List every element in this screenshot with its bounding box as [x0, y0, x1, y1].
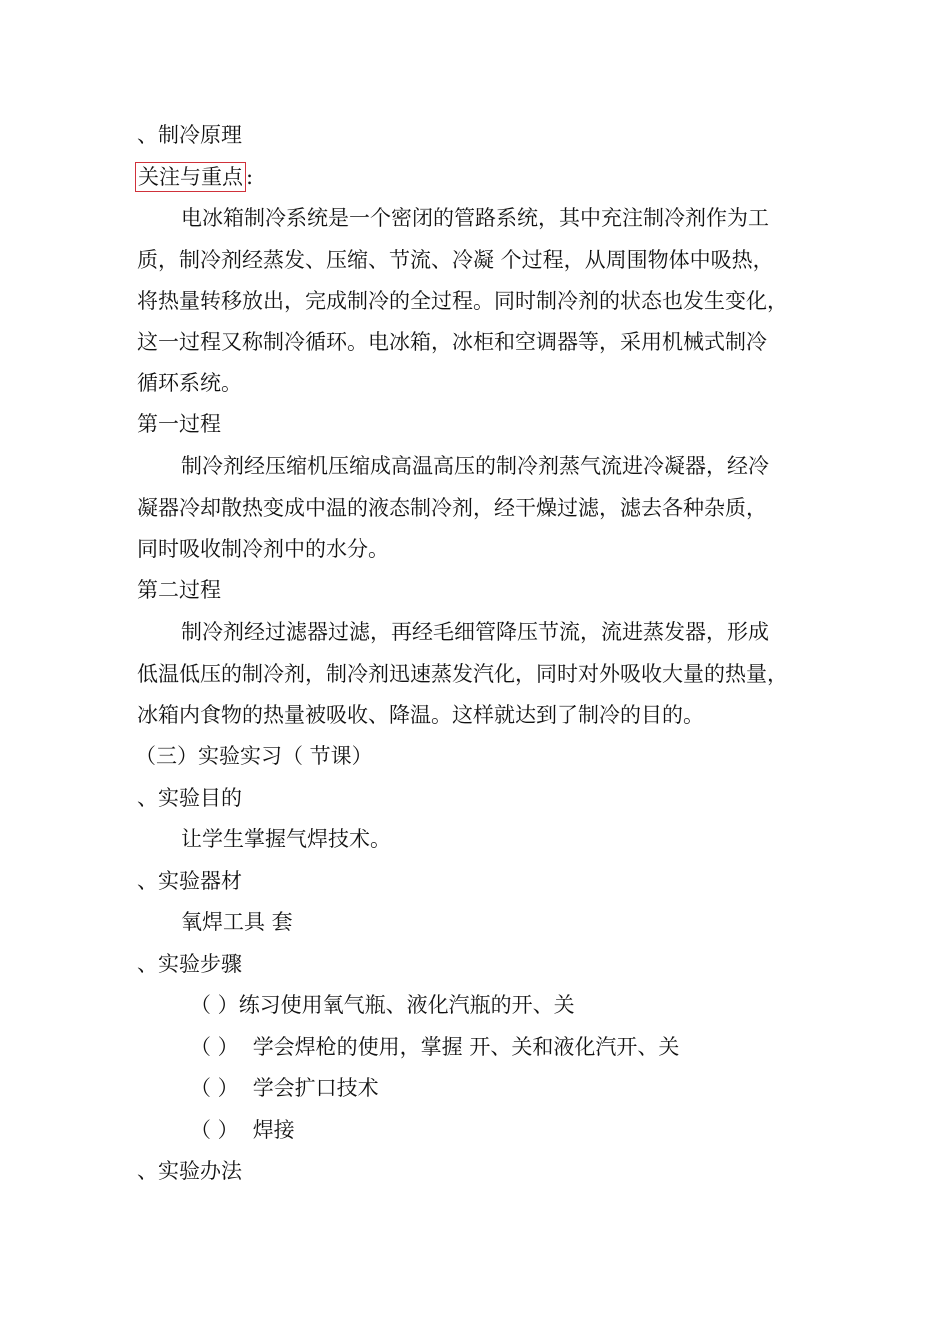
step-item-1: [190, 991, 575, 1019]
stage1-line-2: 凝器冷却散热变成中温的液态制冷剂，经干燥过滤，滤去各种杂质，: [137, 496, 767, 520]
stage1-line-1: 制冷剂经压缩机压缩成高温高压的制冷剂蒸气流进冷凝器，经冷: [181, 454, 769, 478]
step-item-2: [190, 1033, 679, 1061]
para1-line-3: 将热量转移放出，完成制冷的全过程。同时制冷剂的状态也发生变化，: [137, 289, 788, 313]
step-text: 练习使用氧气瓶、液化汽瓶的开、关: [238, 993, 575, 1017]
para1-line-2: 质，制冷剂经蒸发、压缩、节流、冷凝 个过程，从周围物体中吸热，: [137, 248, 774, 272]
purpose-title: 、实验目的: [137, 786, 242, 810]
step-number: （ ）: [190, 1076, 239, 1100]
step-number: （ ）: [190, 1035, 239, 1059]
equipment-title: 、实验器材: [137, 869, 242, 893]
section-heading-principle: 、制冷原理: [137, 123, 242, 147]
focus-heading: [135, 162, 253, 192]
equipment-text: 氧焊工具 套: [181, 910, 293, 934]
para1-line-4: 这一过程又称制冷循环。电冰箱，冰柜和空调器等，采用机械式制冷: [137, 330, 767, 354]
stage2-line-3: 冰箱内食物的热量被吸收、降温。这样就达到了制冷的目的。: [137, 703, 704, 727]
step-number: （ ）: [190, 993, 239, 1017]
purpose-text: 让学生掌握气焊技术。: [181, 827, 391, 851]
stage2-line-2: 低温低压的制冷剂，制冷剂迅速蒸发汽化，同时对外吸收大量的热量，: [137, 662, 788, 686]
step-number: （ ）: [190, 1118, 239, 1142]
section3-title: （三）实验实习（ 节课）: [135, 744, 373, 768]
stage2-line-1: 制冷剂经过滤器过滤，再经毛细管降压节流，流进蒸发器，形成: [181, 620, 769, 644]
step-text: 学会焊枪的使用，掌握 开、关和液化汽开、关: [252, 1035, 680, 1059]
stage1-title: 第一过程: [137, 412, 221, 436]
method-title: 、实验办法: [137, 1159, 242, 1183]
para1-line-5: 循环系统。: [137, 371, 242, 395]
step-item-3: [190, 1074, 379, 1102]
stage2-title: 第二过程: [137, 578, 221, 602]
focus-colon: :: [246, 165, 254, 189]
step-text: 焊接: [252, 1118, 295, 1142]
step-text: 学会扩口技术: [252, 1076, 379, 1100]
steps-title: 、实验步骤: [137, 952, 242, 976]
step-item-4: [190, 1116, 295, 1144]
stage1-line-3: 同时吸收制冷剂中的水分。: [137, 537, 389, 561]
focus-label-box: 关注与重点: [135, 162, 246, 192]
para1-line-1: 电冰箱制冷系统是一个密闭的管路系统，其中充注制冷剂作为工: [181, 206, 769, 230]
